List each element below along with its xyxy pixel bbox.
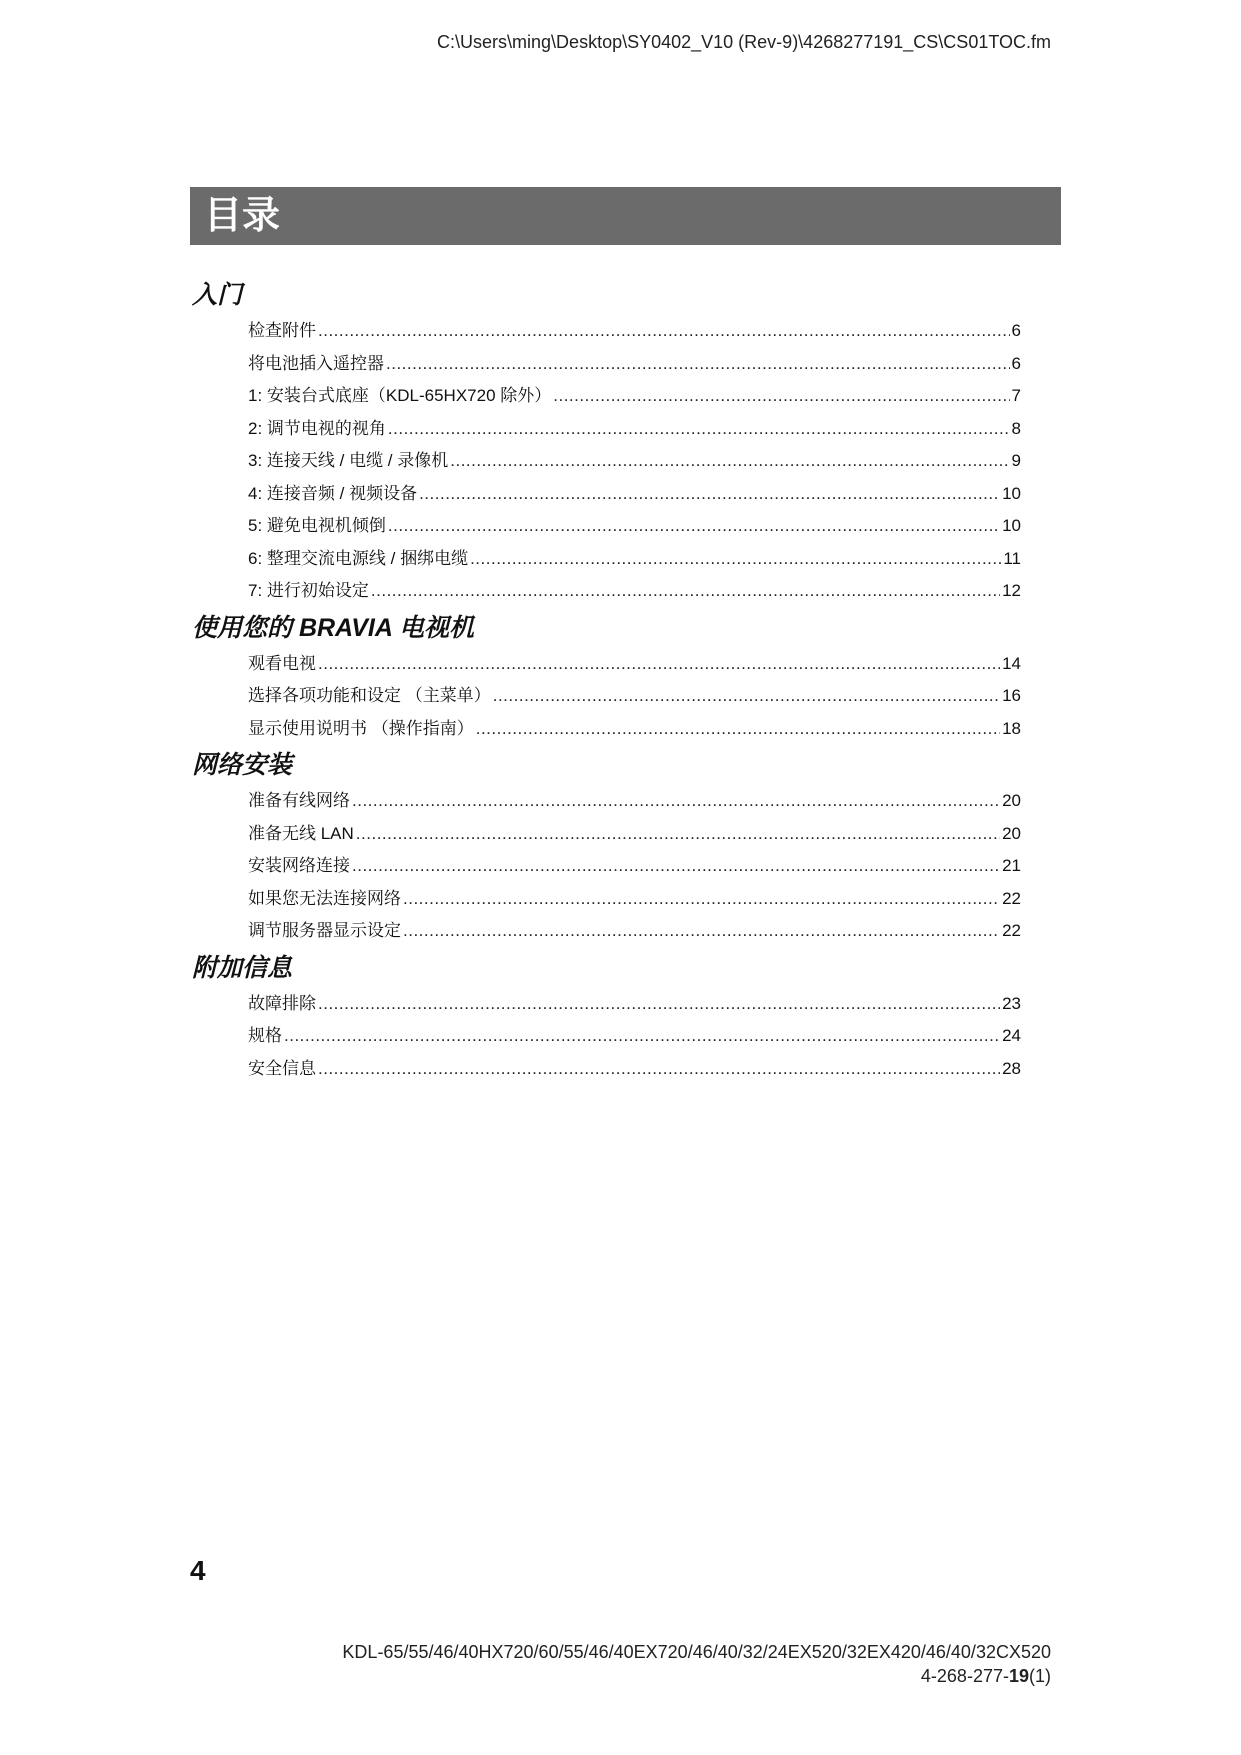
toc-entry-page: 16 [1002, 686, 1021, 705]
toc-entry-page: 10 [1002, 483, 1021, 503]
toc-entry-label: 如果您无法连接网络 [248, 888, 401, 908]
toc-leader-dots [450, 445, 1009, 478]
footer-code-bold: 19 [1008, 1666, 1029, 1686]
toc-entry-page: 21 [1002, 856, 1021, 875]
toc-entry-page: 14 [1002, 653, 1021, 673]
toc-entry-label: 观看电视 [248, 653, 316, 673]
toc-entry-page: 22 [1002, 921, 1021, 940]
toc-entry-page: 6 [1011, 353, 1021, 373]
footer-code [342, 1664, 1051, 1688]
toc-section [190, 745, 1061, 948]
toc-entry-label: 安装网络连接 [248, 856, 350, 875]
toc-entry[interactable] [248, 883, 1021, 916]
toc-entry[interactable] [248, 915, 1021, 948]
page-title: 目录 [204, 195, 281, 237]
footer [342, 1640, 1051, 1688]
toc-entry[interactable] [248, 713, 1021, 746]
toc-leader-dots [493, 680, 1000, 713]
toc-leader-dots [553, 380, 1009, 413]
toc-entry-page: 10 [1002, 516, 1021, 535]
toc-entry-label: 6: 整理交流电源线 / 捆绑电缆 [248, 548, 469, 568]
toc-entry-label: 4: 连接音频 / 视频设备 [248, 483, 418, 503]
toc-entry-page: 12 [1002, 581, 1021, 600]
toc-entry[interactable] [248, 818, 1021, 851]
toc-section-title: 网络安装 [192, 751, 293, 779]
table-of-contents [190, 275, 1061, 1085]
toc-entry[interactable] [248, 445, 1021, 478]
toc-leader-dots [403, 883, 1000, 916]
toc-entry-page: 22 [1002, 888, 1021, 908]
footer-models: KDL-65/55/46/40HX720/60/55/46/40EX720/46/40/32/24EX520/32EX420/46/40/32CX520 [342, 1642, 1051, 1662]
toc-section [190, 948, 1061, 1086]
toc-entry-page: 24 [1002, 1026, 1021, 1045]
toc-leader-dots [371, 575, 1000, 608]
toc-entry-label: 显示使用说明书 （操作指南） [248, 718, 474, 738]
toc-leader-dots [318, 1053, 1000, 1086]
toc-entry-page: 18 [1002, 718, 1021, 738]
toc-leader-dots [318, 648, 1000, 681]
toc-entry-label: 2: 调节电视的视角 [248, 418, 386, 438]
toc-section [190, 608, 1061, 746]
toc-leader-dots [388, 510, 1000, 543]
toc-entry-label: 规格 [248, 1026, 282, 1045]
toc-entry-page: 6 [1011, 321, 1021, 340]
file-path-header: C:\Users\ming\Desktop\SY0402_V10 (Rev-9)\4268277191_CS\CS01TOC.fm [437, 32, 1051, 52]
toc-entry-label: 调节服务器显示设定 [248, 921, 401, 940]
toc-leader-dots [419, 478, 1000, 511]
toc-leader-dots [352, 785, 1000, 818]
toc-entry[interactable] [248, 680, 1021, 713]
toc-entry[interactable] [248, 1020, 1021, 1053]
toc-entry-label: 7: 进行初始设定 [248, 581, 369, 600]
toc-leader-dots [318, 988, 1000, 1021]
toc-entry-page: 23 [1002, 993, 1021, 1013]
toc-section [190, 275, 1061, 608]
toc-entry[interactable] [248, 850, 1021, 883]
toc-leader-dots [388, 413, 1010, 446]
toc-entry[interactable] [248, 478, 1021, 511]
toc-entry-label: 将电池插入遥控器 [248, 353, 384, 373]
toc-section-title: 使用您的 BRAVIA 电视机 [192, 613, 474, 642]
toc-entry[interactable] [248, 575, 1021, 608]
toc-leader-dots [470, 543, 1001, 576]
toc-entry-page: 9 [1011, 451, 1021, 470]
toc-section-title: 附加信息 [192, 953, 293, 982]
toc-entry-label: 检查附件 [248, 321, 316, 340]
toc-entry-page: 11 [1003, 548, 1021, 568]
toc-leader-dots [352, 850, 1000, 883]
page-number: 4 [190, 1555, 206, 1586]
toc-entry-label: 5: 避免电视机倾倒 [248, 516, 386, 535]
toc-entry[interactable] [248, 413, 1021, 446]
toc-leader-dots [356, 818, 1000, 851]
toc-entry[interactable] [248, 380, 1021, 413]
toc-entry-page: 8 [1011, 418, 1021, 438]
toc-leader-dots [386, 348, 1010, 381]
toc-entry-page: 20 [1002, 791, 1021, 810]
toc-entry-page: 20 [1002, 823, 1021, 843]
toc-entry-label: 准备有线网络 [248, 791, 350, 810]
toc-entry[interactable] [248, 648, 1021, 681]
toc-entry[interactable] [248, 510, 1021, 543]
toc-entry-label: 3: 连接天线 / 电缆 / 录像机 [248, 451, 449, 470]
toc-entry[interactable] [248, 988, 1021, 1021]
toc-entry-label: 故障排除 [248, 993, 316, 1013]
toc-entry[interactable] [248, 1053, 1021, 1086]
footer-code-suffix: (1) [1029, 1666, 1051, 1686]
toc-entry-label: 1: 安装台式底座（KDL-65HX720 除外） [248, 386, 552, 405]
toc-entry[interactable] [248, 348, 1021, 381]
toc-entry[interactable] [248, 543, 1021, 576]
toc-section-title: 入门 [192, 281, 243, 309]
toc-entry-label: 安全信息 [248, 1058, 316, 1078]
toc-leader-dots [318, 315, 1010, 348]
toc-entry[interactable] [248, 785, 1021, 818]
footer-code-prefix: 4-268-277- [920, 1666, 1009, 1686]
toc-leader-dots [284, 1020, 1000, 1053]
toc-entry-label: 选择各项功能和设定 （主菜单） [248, 686, 491, 705]
toc-entry-page: 28 [1002, 1058, 1021, 1078]
toc-leader-dots [403, 915, 1000, 948]
toc-leader-dots [476, 713, 1000, 746]
title-bar [190, 187, 1061, 245]
toc-entry[interactable] [248, 315, 1021, 348]
toc-entry-page: 7 [1011, 386, 1021, 405]
toc-entry-label: 准备无线 LAN [248, 823, 354, 843]
